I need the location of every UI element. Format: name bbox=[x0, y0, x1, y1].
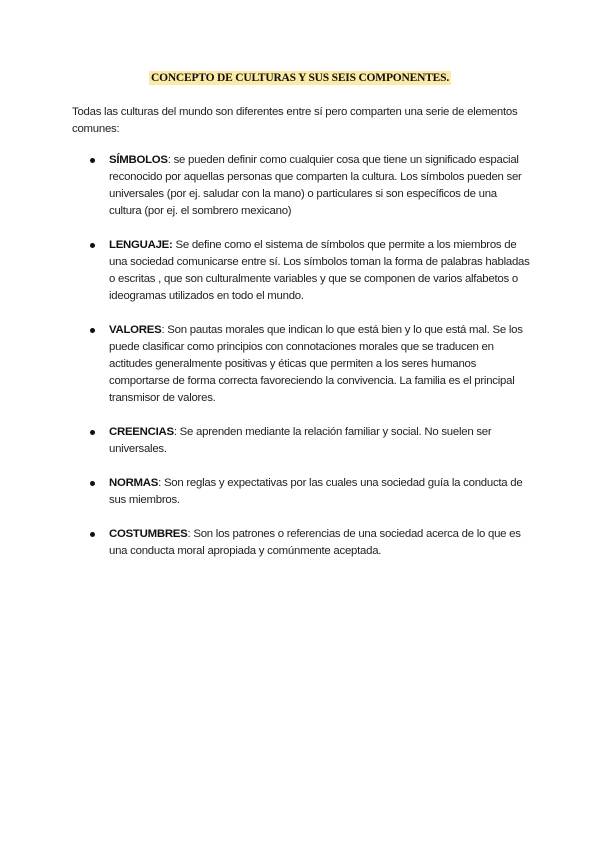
intro-paragraph: Todas las culturas del mundo son diferentes entre sí pero comparten una serie de elementos comunes: bbox=[72, 106, 518, 135]
item-term: NORMAS bbox=[109, 477, 159, 489]
page-title: CONCEPTO DE CULTURAS Y SUS SEIS COMPONENTES. bbox=[150, 72, 450, 84]
item-separator: : bbox=[161, 324, 165, 336]
item-separator: : bbox=[173, 426, 177, 438]
bullet-icon bbox=[90, 243, 95, 248]
item-term: COSTUMBRES bbox=[109, 528, 188, 540]
list-item-valores bbox=[72, 322, 532, 407]
item-term: VALORES bbox=[109, 324, 162, 336]
list-item-costumbres bbox=[72, 526, 532, 560]
bullet-icon bbox=[90, 328, 95, 333]
item-text: Son reglas y expectativas por las cuales una sociedad guía la conducta de sus miembros. bbox=[109, 477, 523, 506]
list-item-simbolos bbox=[72, 152, 532, 220]
item-term: SÍMBOLOS bbox=[109, 154, 168, 166]
bullet-icon bbox=[90, 481, 95, 486]
item-term: LENGUAJE: bbox=[109, 239, 173, 251]
item-text: Se aprenden mediante la relación familiar y social. No suelen ser universales. bbox=[109, 426, 492, 455]
list-item-lenguaje bbox=[72, 237, 532, 305]
item-separator: : bbox=[187, 528, 191, 540]
list-item-normas bbox=[72, 475, 532, 509]
item-text: Son los patrones o referencias de una sociedad acerca de lo que es una conducta moral apropiada y comúnmente aceptada. bbox=[109, 528, 521, 557]
bullet-icon bbox=[90, 158, 95, 163]
list-item-creencias bbox=[72, 424, 532, 458]
bullet-icon bbox=[90, 532, 95, 537]
title-container bbox=[0, 68, 600, 86]
item-separator: : bbox=[158, 477, 162, 489]
bullet-icon bbox=[90, 430, 95, 435]
item-term: CREENCIAS bbox=[109, 426, 174, 438]
item-text: se pueden definir como cualquier cosa que tiene un significado espacial reconocido por aquellas personas que comparten la cultura. Los símbolos pueden ser universales (por ej. saludar con la mano) o particulares si son específicos de una cultura (por ej. el sombrero mexicano) bbox=[109, 154, 522, 217]
item-text: Son pautas morales que indican lo que está bien y lo que está mal. Se los puede clasificar como principios con connotaciones morales que se traducen en actitudes generalmente positivas y éticas que permiten a los seres humanos comportarse de forma correcta favoreciendo la convivencia. La familia es el principal transmisor de valores. bbox=[109, 324, 523, 404]
components-list bbox=[72, 152, 532, 577]
item-text: Se define como el sistema de símbolos que permite a los miembros de una sociedad comunicarse entre sí. Los símbolos toman la forma de palabras habladas o escritas , que son culturalmente variables y que se componen de varios alfabetos o ideogramas utilizados en todo el mundo. bbox=[109, 239, 530, 302]
item-separator: : bbox=[167, 154, 171, 166]
